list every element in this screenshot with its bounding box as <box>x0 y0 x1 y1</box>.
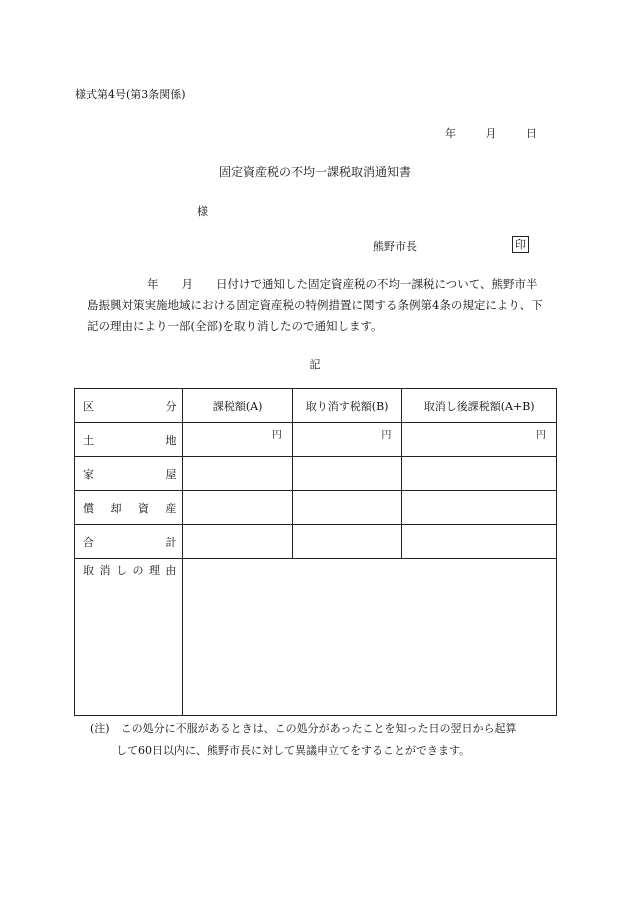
tax-table <box>74 388 557 716</box>
cell-total-col3[interactable] <box>402 525 557 559</box>
row-label-reason <box>75 559 183 716</box>
note <box>90 718 516 762</box>
row-label-char: 家 <box>83 468 94 481</box>
row-label-total <box>75 525 183 559</box>
header-category <box>75 389 183 423</box>
yen-unit: 円 <box>271 430 282 441</box>
row-label-char: 資 <box>137 502 149 515</box>
form-number: 様式第4号(第3条関係) <box>75 88 186 101</box>
header-category-char: 区 <box>83 399 94 413</box>
table-row-depreciable <box>75 491 557 525</box>
cell-total-col2[interactable] <box>292 525 401 559</box>
header-col2: 取り消す税額(B) <box>292 389 401 423</box>
header-category-char: 分 <box>165 399 177 413</box>
date-month: 月 <box>485 127 497 140</box>
addressee-suffix: 様 <box>197 205 208 218</box>
row-label-char: 却 <box>110 502 122 515</box>
row-label-char: 計 <box>165 536 177 549</box>
cell-house-col2[interactable] <box>292 457 401 491</box>
table-row-total <box>75 525 557 559</box>
body-text <box>87 274 552 337</box>
cell-land-col3[interactable] <box>402 423 557 457</box>
cell-land-col1[interactable] <box>183 423 292 457</box>
date-year: 年 <box>445 127 456 140</box>
document-title: 固定資産税の不均一課税取消通知書 <box>218 165 411 179</box>
row-label-char: 地 <box>165 434 177 447</box>
seal-box: 印 <box>512 236 529 253</box>
row-label-char: 土 <box>83 434 94 447</box>
cell-reason[interactable] <box>183 559 557 716</box>
row-label-char: 取 <box>83 564 94 577</box>
row-label-char: 償 <box>83 502 94 515</box>
cell-depreciable-col1[interactable] <box>183 491 292 525</box>
date-line <box>445 125 537 141</box>
note-line-1: (注) この処分に不服があるときは、この処分があったことを知った日の翌日から起算 <box>90 722 517 735</box>
row-label-char: 合 <box>83 536 94 549</box>
row-label-house <box>75 457 183 491</box>
row-label-char: 屋 <box>165 468 177 481</box>
row-label-char: の <box>132 564 144 577</box>
row-label-char: し <box>115 564 127 577</box>
ki-heading: 記 <box>309 358 321 371</box>
row-label-char: 由 <box>165 564 177 577</box>
header-col3: 取消し後課税額(A+B) <box>402 389 557 423</box>
row-label-char: 理 <box>148 564 160 577</box>
row-label-depreciable <box>75 491 183 525</box>
cell-house-col3[interactable] <box>402 457 557 491</box>
table-row-house <box>75 457 557 491</box>
cell-depreciable-col3[interactable] <box>402 491 557 525</box>
row-label-land <box>75 423 183 457</box>
date-day: 日 <box>526 127 537 140</box>
issuer-name: 熊野市長 <box>373 240 417 253</box>
cell-land-col2[interactable] <box>292 423 401 457</box>
yen-unit: 円 <box>381 430 392 441</box>
header-col1: 課税額(A) <box>183 389 292 423</box>
row-label-char: 消 <box>99 564 111 577</box>
body-line-3: 記の理由により一部(全部)を取り消したので通知します。 <box>87 319 383 333</box>
cell-total-col1[interactable] <box>183 525 292 559</box>
cell-depreciable-col2[interactable] <box>292 491 401 525</box>
note-line-2: して60日以内に、熊野市長に対して異議申立てをすることができます。 <box>116 744 471 757</box>
body-line-1: 年 月 日付けで通知した固定資産税の不均一課税について、熊野市半 <box>147 277 538 291</box>
table-header-row <box>75 389 557 423</box>
cell-house-col1[interactable] <box>183 457 292 491</box>
table-row-land <box>75 423 557 457</box>
body-line-2: 島振興対策実施地域における固定資産税の特例措置に関する条例第4条の規定により、下 <box>87 298 543 312</box>
yen-unit: 円 <box>536 430 546 441</box>
table-row-reason <box>75 559 557 716</box>
row-label-char: 産 <box>165 502 177 515</box>
